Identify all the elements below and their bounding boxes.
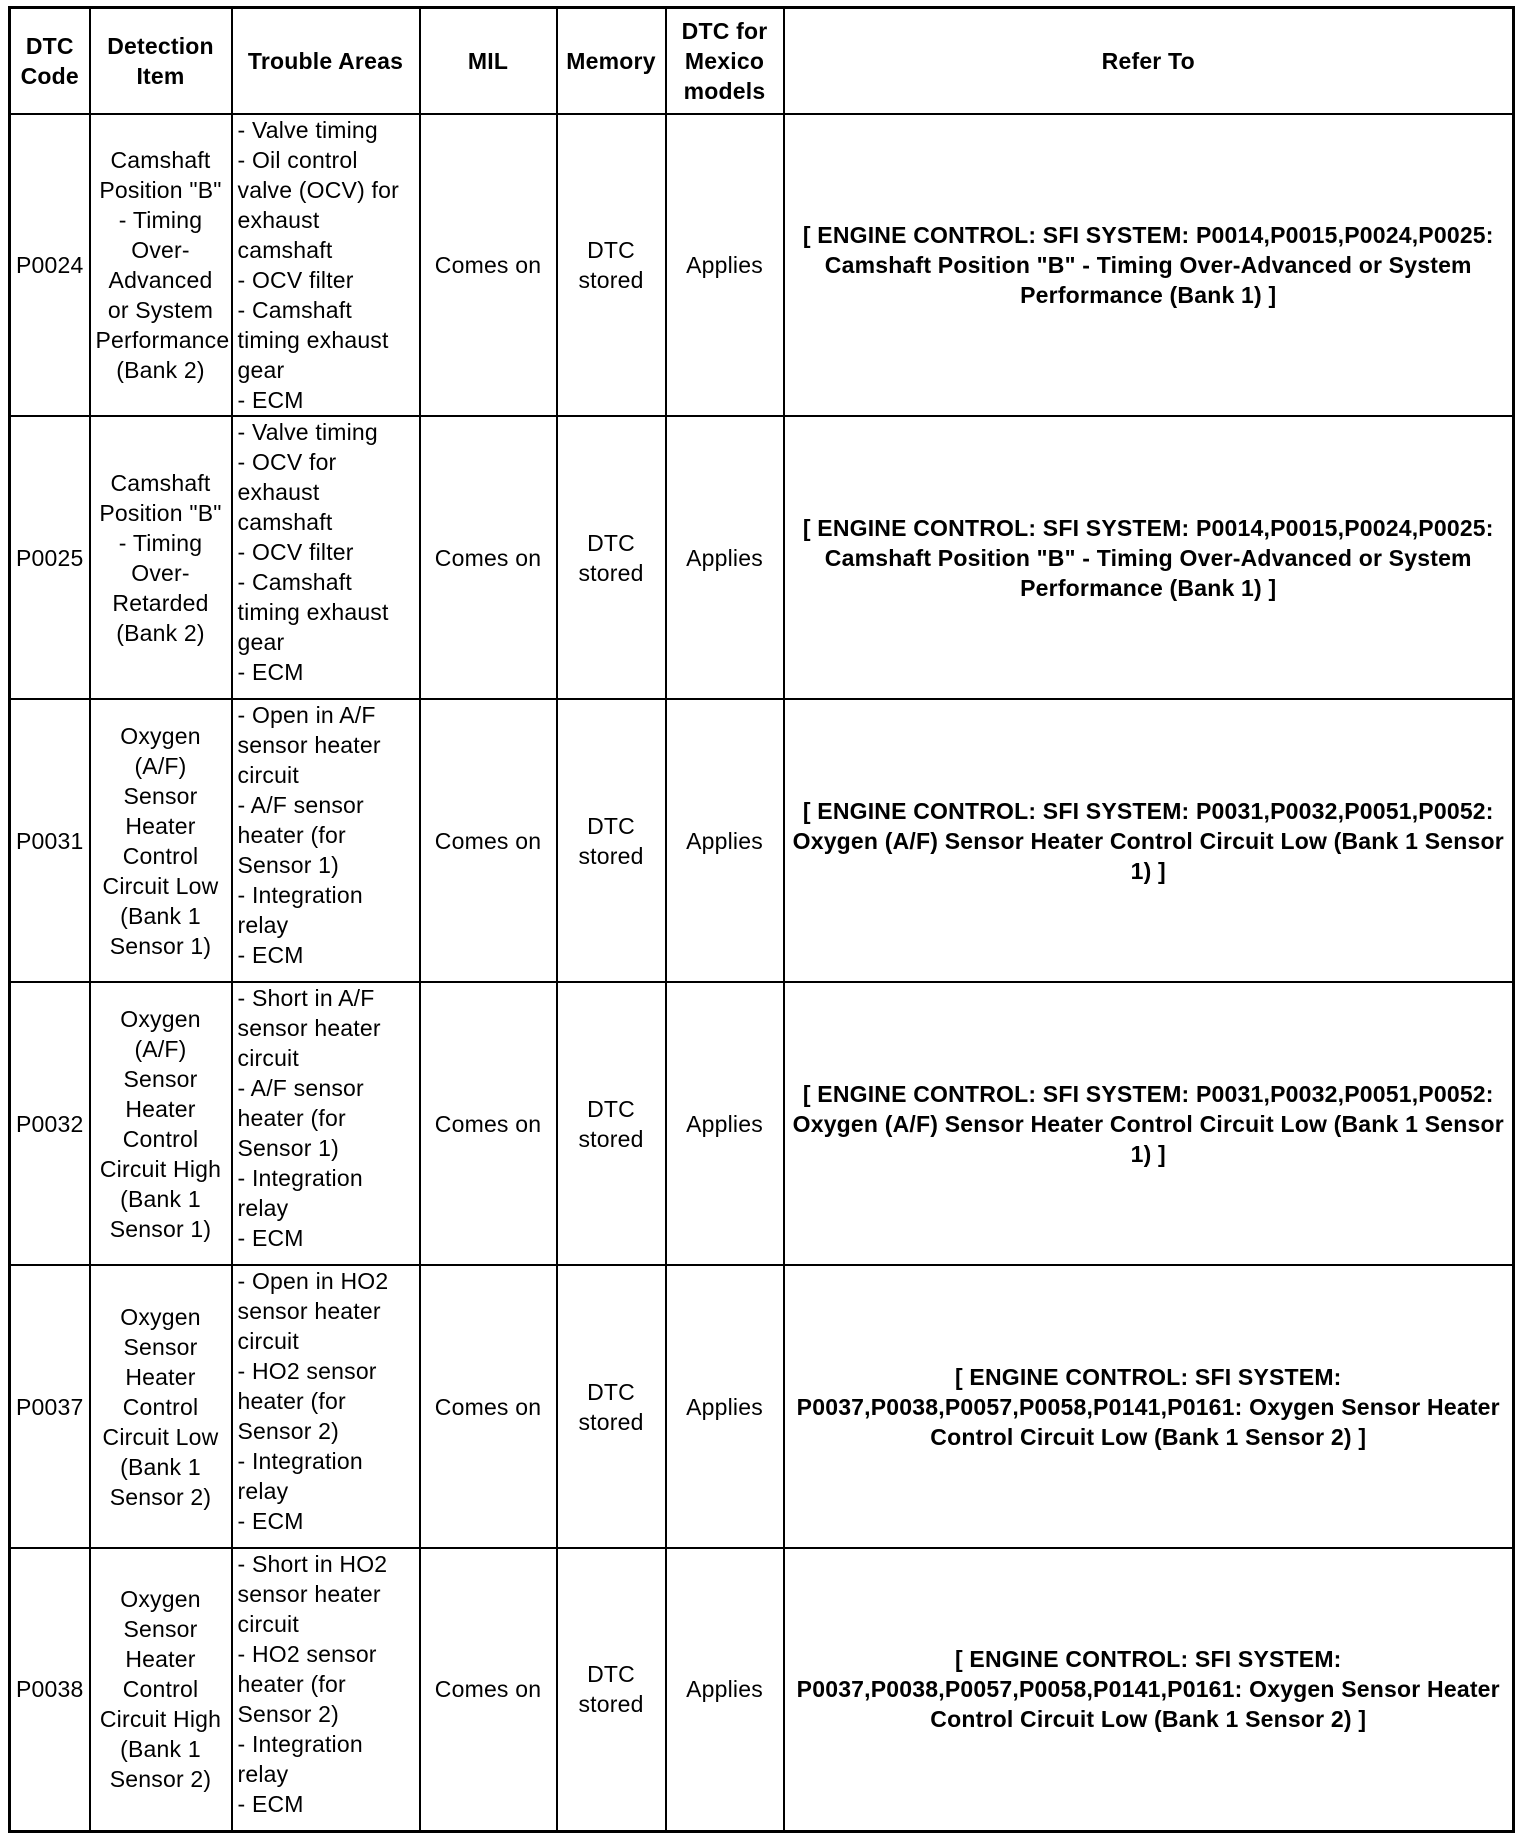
trouble-area-line: - A/F sensor heater (for Sensor 1) [237,1075,364,1161]
header-mexico: DTC for Mexico models [666,8,784,115]
trouble-area-line: - Camshaft timing exhaust gear [237,297,389,383]
trouble-area-line: - OCV for exhaust camshaft [237,449,337,535]
trouble-area-line: - Short in HO2 sensor heater circuit [237,1551,388,1637]
trouble-area-line: - Oil control valve (OCV) for exhaust camshaft [237,147,399,263]
detection-item-cell: Camshaft Position "B" - Timing Over-Retarded (Bank 2) [90,416,232,699]
trouble-area-line: - HO2 sensor heater (for Sensor 2) [237,1641,377,1727]
header-refer-to: Refer To [784,8,1514,115]
trouble-area-line: - Short in A/F sensor heater circuit [237,985,381,1071]
trouble-area-line: - Valve timing [237,419,378,445]
trouble-area-line: - ECM [237,659,304,685]
dtc-table [8,6,1515,1833]
dtc-code-cell: P0032 [10,982,90,1265]
mil-cell: Comes on [420,416,557,699]
dtc-code-cell: P0037 [10,1265,90,1548]
table-row [10,416,1514,699]
table-row [10,699,1514,982]
dtc-table-frame [8,6,1515,1833]
memory-cell: DTC stored [557,1265,666,1548]
mexico-cell: Applies [666,1265,784,1548]
header-memory: Memory [557,8,666,115]
trouble-area-line: - ECM [237,1791,304,1817]
trouble-areas-cell [232,982,420,1265]
table-row [10,1265,1514,1548]
trouble-area-line: - HO2 sensor heater (for Sensor 2) [237,1358,377,1444]
trouble-area-line: - OCV filter [237,267,354,293]
table-row [10,982,1514,1265]
header-mil: MIL [420,8,557,115]
trouble-area-line: - ECM [237,1225,304,1251]
memory-cell: DTC stored [557,114,666,416]
detection-item-cell: Oxygen (A/F) Sensor Heater Control Circuit Low (Bank 1 Sensor 1) [90,699,232,982]
memory-cell: DTC stored [557,982,666,1265]
detection-item-cell: Oxygen Sensor Heater Control Circuit High (Bank 1 Sensor 2) [90,1548,232,1831]
memory-cell: DTC stored [557,416,666,699]
detection-item-cell: Oxygen Sensor Heater Control Circuit Low (Bank 1 Sensor 2) [90,1265,232,1548]
dtc-code-cell: P0038 [10,1548,90,1831]
detection-item-cell: Camshaft Position "B" - Timing Over-Advanced or System Performance (Bank 2) [90,114,232,416]
mexico-cell: Applies [666,114,784,416]
dtc-code-cell: P0025 [10,416,90,699]
mexico-cell: Applies [666,416,784,699]
mil-cell: Comes on [420,1548,557,1831]
refer-to-link[interactable]: [ ENGINE CONTROL: SFI SYSTEM: P0037,P0038,P0057,P0058,P0141,P0161: Oxygen Sensor Heater Control Circuit Low (Bank 1 Sensor 2) ] [784,1265,1514,1548]
trouble-area-line: - ECM [237,387,304,413]
detection-item-cell: Oxygen (A/F) Sensor Heater Control Circuit High (Bank 1 Sensor 1) [90,982,232,1265]
refer-to-link[interactable]: [ ENGINE CONTROL: SFI SYSTEM: P0031,P0032,P0051,P0052: Oxygen (A/F) Sensor Heater Control Circuit Low (Bank 1 Sensor 1) ] [784,982,1514,1265]
memory-cell: DTC stored [557,1548,666,1831]
trouble-area-line: - ECM [237,942,304,968]
trouble-area-line: - Open in A/F sensor heater circuit [237,702,381,788]
refer-to-link[interactable]: [ ENGINE CONTROL: SFI SYSTEM: P0014,P0015,P0024,P0025: Camshaft Position "B" - Timing Over-Advanced or System Performance (Bank 1) ] [784,416,1514,699]
table-row [10,1548,1514,1831]
table-header-row [10,8,1514,115]
header-detection-item: Detection Item [90,8,232,115]
mexico-cell: Applies [666,982,784,1265]
header-trouble-areas: Trouble Areas [232,8,420,115]
trouble-area-line: - Camshaft timing exhaust gear [237,569,389,655]
trouble-areas-cell [232,114,420,416]
trouble-areas-cell [232,699,420,982]
header-dtc-code: DTC Code [10,8,90,115]
trouble-area-line: - Valve timing [237,117,378,143]
trouble-area-line: - A/F sensor heater (for Sensor 1) [237,792,364,878]
refer-to-link[interactable]: [ ENGINE CONTROL: SFI SYSTEM: P0037,P0038,P0057,P0058,P0141,P0161: Oxygen Sensor Heater Control Circuit Low (Bank 1 Sensor 2) ] [784,1548,1514,1831]
table-row [10,114,1514,416]
trouble-area-line: - Open in HO2 sensor heater circuit [237,1268,389,1354]
trouble-areas-cell [232,416,420,699]
trouble-area-line: - Integration relay [237,1731,363,1787]
mexico-cell: Applies [666,699,784,982]
refer-to-link[interactable]: [ ENGINE CONTROL: SFI SYSTEM: P0031,P0032,P0051,P0052: Oxygen (A/F) Sensor Heater Control Circuit Low (Bank 1 Sensor 1) ] [784,699,1514,982]
trouble-area-line: - OCV filter [237,539,354,565]
trouble-area-line: - Integration relay [237,882,363,938]
mil-cell: Comes on [420,1265,557,1548]
dtc-code-cell: P0024 [10,114,90,416]
mexico-cell: Applies [666,1548,784,1831]
trouble-areas-cell [232,1548,420,1831]
trouble-area-line: - ECM [237,1508,304,1534]
mil-cell: Comes on [420,699,557,982]
mil-cell: Comes on [420,982,557,1265]
trouble-area-line: - Integration relay [237,1165,363,1221]
memory-cell: DTC stored [557,699,666,982]
mil-cell: Comes on [420,114,557,416]
trouble-areas-cell [232,1265,420,1548]
refer-to-link[interactable]: [ ENGINE CONTROL: SFI SYSTEM: P0014,P0015,P0024,P0025: Camshaft Position "B" - Timing Over-Advanced or System Performance (Bank 1) ] [784,114,1514,416]
dtc-code-cell: P0031 [10,699,90,982]
trouble-area-line: - Integration relay [237,1448,363,1504]
